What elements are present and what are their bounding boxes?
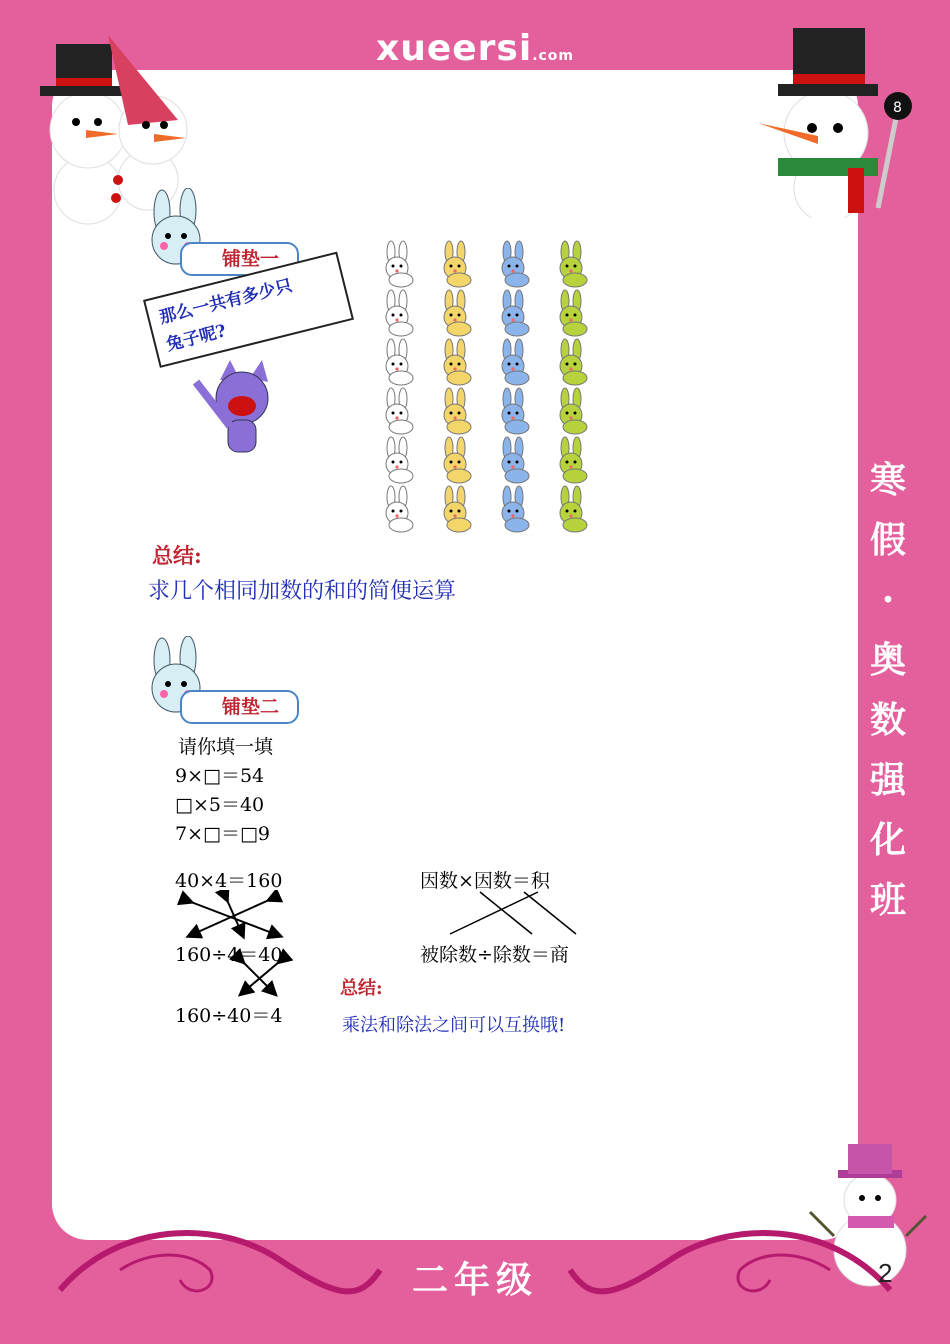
fill-equation-3: 7×□＝□9 bbox=[175, 823, 271, 845]
rabbit-icon bbox=[386, 290, 413, 336]
rabbit-icon bbox=[444, 388, 471, 434]
rabbit-icon bbox=[560, 486, 587, 532]
rabbit-icon bbox=[502, 388, 529, 434]
diagram-left-equation-1: 40×4＝160 bbox=[175, 870, 283, 892]
rabbit-icon bbox=[444, 339, 471, 385]
snowman-hat-icon bbox=[748, 18, 928, 218]
rabbit-icon bbox=[444, 437, 471, 483]
side-title-char: 化 bbox=[869, 819, 906, 861]
rabbit-icon bbox=[560, 241, 587, 287]
cross-lines-right bbox=[420, 890, 600, 940]
rabbit-icon bbox=[386, 241, 413, 287]
rabbit-icon bbox=[560, 290, 587, 336]
diagram-right-equation-1: 因数×因数＝积 bbox=[420, 870, 550, 892]
fill-prompt: 请你填一填 bbox=[178, 736, 274, 758]
rabbit-icon bbox=[444, 486, 471, 532]
rabbit-icon bbox=[444, 241, 471, 287]
question-line-1: 那么一共有多少只 bbox=[157, 275, 295, 329]
side-title-char: 假 bbox=[869, 519, 906, 561]
grade-label: 二年级 bbox=[411, 1259, 538, 1301]
rabbit-icon bbox=[560, 437, 587, 483]
diagram-right-equation-2: 被除数÷除数＝商 bbox=[420, 944, 569, 966]
rabbit-icon bbox=[386, 437, 413, 483]
rabbit-icon bbox=[560, 388, 587, 434]
section2-tag: 铺垫二 bbox=[180, 690, 299, 724]
page-number: 2 bbox=[878, 1258, 893, 1288]
side-title-char: · bbox=[881, 579, 895, 621]
section1-tag: 铺垫一 bbox=[180, 242, 299, 276]
side-title-char: 强 bbox=[869, 759, 906, 801]
rabbit-icon bbox=[386, 339, 413, 385]
rabbit-icon bbox=[386, 388, 413, 434]
cross-arrows-left bbox=[175, 890, 305, 1000]
svg-text:8: 8 bbox=[893, 100, 902, 116]
rabbit-icon bbox=[560, 339, 587, 385]
side-title-char: 数 bbox=[869, 699, 906, 741]
side-course-title bbox=[862, 450, 914, 930]
rabbit-icon bbox=[502, 339, 529, 385]
rabbit-icon bbox=[386, 486, 413, 532]
rabbit-icon bbox=[502, 437, 529, 483]
logo-suffix: .com bbox=[532, 48, 575, 64]
section1-summary-label: 总结: bbox=[152, 543, 202, 568]
side-title-char: 奥 bbox=[869, 639, 906, 681]
rabbit-grid bbox=[375, 238, 600, 540]
logo-text: xueersi bbox=[375, 28, 533, 69]
rabbit-icon bbox=[444, 290, 471, 336]
fill-equation-2: □×5＝40 bbox=[175, 794, 265, 816]
section2-summary-label: 总结: bbox=[340, 978, 383, 999]
fill-equation-1: 9×□＝54 bbox=[175, 765, 265, 787]
rabbit-icon bbox=[502, 241, 529, 287]
section2-summary-text: 乘法和除法之间可以互换哦! bbox=[342, 1015, 566, 1036]
logo-subtitle: 学而思中小学网校 bbox=[414, 71, 535, 86]
diagram-left-equation-2: 160÷4＝40 bbox=[175, 944, 283, 966]
rabbit-icon bbox=[502, 486, 529, 532]
question-line-2: 兔子呢? bbox=[164, 321, 229, 356]
diagram-left-equation-3: 160÷40＝4 bbox=[175, 1005, 283, 1027]
side-title-char: 班 bbox=[869, 879, 906, 921]
side-title-char: 寒 bbox=[869, 459, 906, 501]
section1-summary-text: 求几个相同加数的和的简便运算 bbox=[148, 579, 457, 604]
cat-mascot-icon bbox=[190, 360, 290, 455]
rabbit-icon bbox=[502, 290, 529, 336]
